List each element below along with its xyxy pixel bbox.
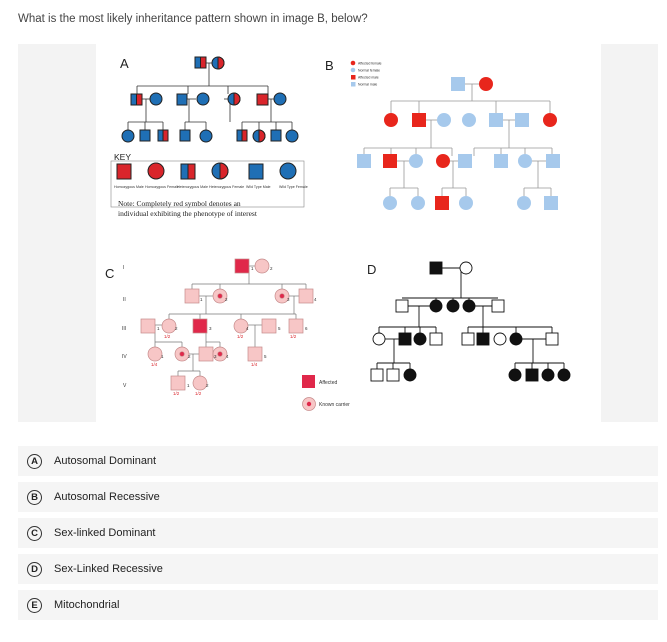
panel-d [367, 262, 570, 381]
svg-text:Heterozygous Female: Heterozygous Female [209, 185, 245, 189]
option-b-text: Autosomal Recessive [54, 491, 160, 503]
panel-a [111, 56, 308, 218]
svg-text:1/4: 1/4 [251, 362, 258, 367]
svg-text:Affected female: Affected female [358, 61, 382, 66]
svg-text:1: 1 [200, 297, 203, 302]
svg-text:Affected male: Affected male [358, 75, 379, 80]
svg-text:Homozygous Male: Homozygous Male [114, 185, 144, 189]
option-d-letter: D [27, 562, 42, 577]
svg-text:5: 5 [264, 354, 267, 359]
svg-text:1/2: 1/2 [290, 334, 297, 339]
legend-carrier: Known carrier [319, 402, 350, 408]
option-d-text: Sex-Linked Recessive [54, 563, 163, 575]
svg-text:3: 3 [214, 354, 217, 359]
svg-text:Normal male: Normal male [358, 82, 378, 87]
answer-options [18, 446, 658, 626]
option-b[interactable] [18, 482, 658, 512]
figure-panel [18, 44, 658, 422]
note-line-2: individual exhibiting the phenotype of interest [118, 209, 257, 218]
option-c[interactable] [18, 518, 658, 548]
svg-text:3: 3 [287, 297, 290, 302]
svg-text:4: 4 [246, 326, 249, 331]
panel-c-letter: C [105, 266, 115, 281]
option-e-letter: E [27, 598, 42, 613]
option-e[interactable] [18, 590, 658, 620]
question-text: What is the most likely inheritance pattern shown in image B, below? [18, 13, 368, 25]
panel-c [105, 259, 350, 411]
svg-text:IV: IV [122, 354, 127, 360]
legend-affected: Affected [319, 380, 338, 386]
option-c-letter: C [27, 526, 42, 541]
option-a[interactable] [18, 446, 658, 476]
svg-text:5: 5 [278, 326, 281, 331]
svg-text:1/2: 1/2 [237, 334, 244, 339]
svg-text:1/2: 1/2 [164, 334, 171, 339]
option-b-letter: B [27, 490, 42, 505]
svg-text:2: 2 [225, 297, 228, 302]
note-line-1: Note: Completely red symbol denotes an [118, 199, 241, 208]
svg-text:6: 6 [305, 326, 308, 331]
svg-text:2: 2 [175, 326, 178, 331]
svg-text:Normal female: Normal female [358, 68, 381, 73]
svg-text:Homozygous Female: Homozygous Female [145, 185, 179, 189]
panel-b [325, 58, 560, 210]
svg-text:Wild Type Male: Wild Type Male [246, 185, 271, 189]
option-a-text: Autosomal Dominant [54, 455, 157, 467]
option-e-text: Mitochondrial [54, 599, 120, 611]
svg-text:1/4: 1/4 [151, 362, 158, 367]
svg-text:2: 2 [270, 266, 273, 271]
option-a-letter: A [27, 454, 42, 469]
svg-text:1/2: 1/2 [195, 391, 202, 396]
svg-text:4: 4 [226, 354, 229, 359]
svg-text:II: II [123, 297, 126, 303]
svg-text:1: 1 [251, 266, 254, 271]
svg-text:Heterozygous Male: Heterozygous Male [177, 185, 208, 189]
key-title: KEY [114, 152, 132, 162]
svg-text:V: V [123, 383, 127, 389]
panel-b-letter: B [325, 58, 334, 73]
pedigree-figure [96, 44, 601, 422]
svg-text:Wild Type Female: Wild Type Female [279, 185, 308, 189]
svg-text:1/2: 1/2 [173, 391, 180, 396]
option-c-text: Sex-linked Dominant [54, 527, 156, 539]
panel-d-letter: D [367, 262, 377, 277]
svg-text:2: 2 [206, 383, 209, 388]
svg-text:I: I [123, 265, 125, 271]
svg-text:4: 4 [314, 297, 317, 302]
option-d[interactable] [18, 554, 658, 584]
panel-a-letter: A [120, 56, 129, 71]
svg-text:1: 1 [161, 354, 164, 359]
svg-text:3: 3 [209, 326, 212, 331]
svg-text:1: 1 [157, 326, 160, 331]
svg-text:2: 2 [188, 354, 191, 359]
svg-text:1: 1 [187, 383, 190, 388]
svg-text:III: III [122, 326, 127, 332]
